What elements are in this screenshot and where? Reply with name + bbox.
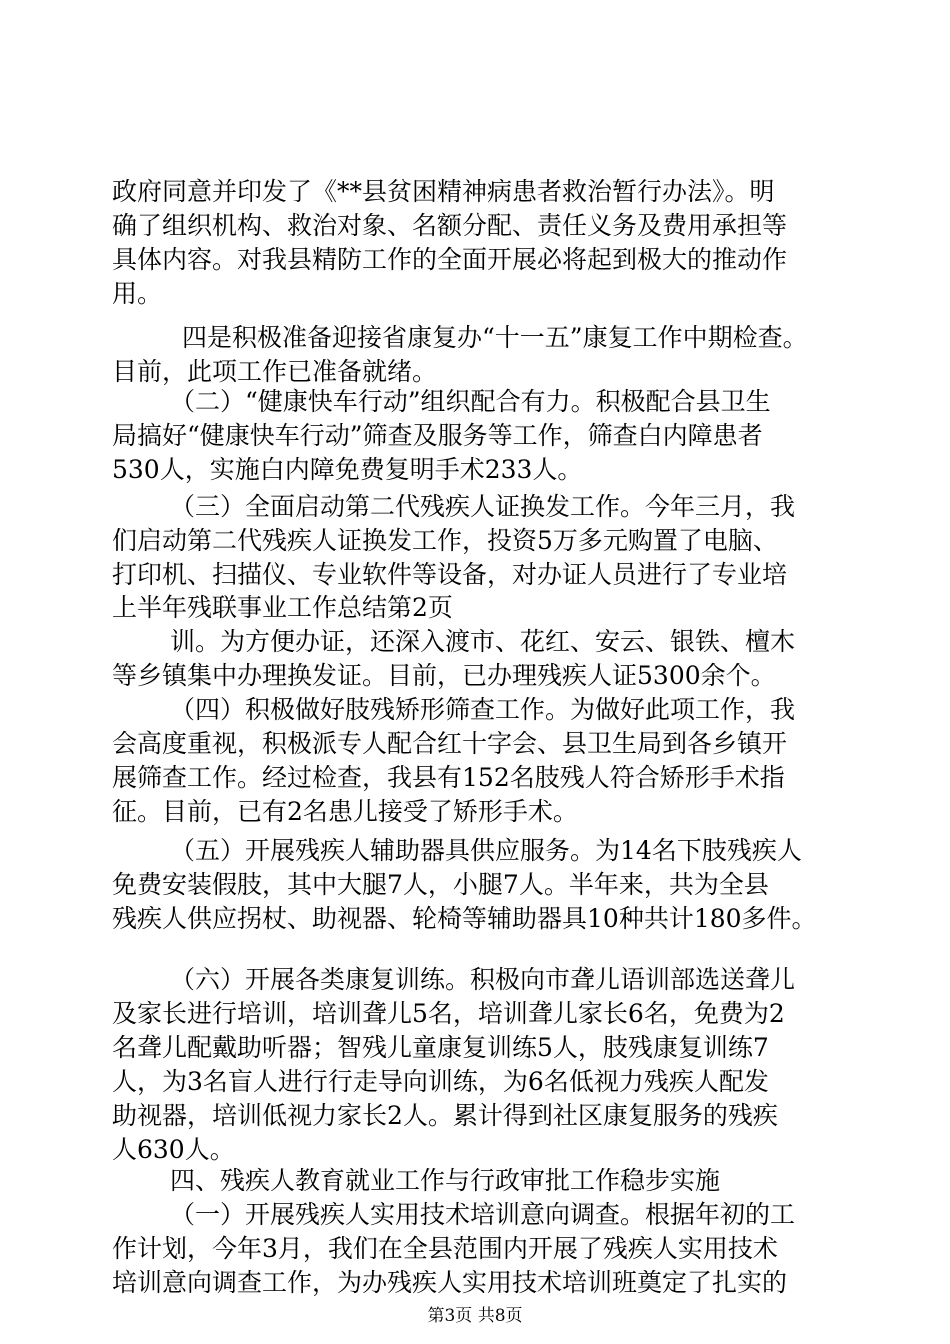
body-text-line: 政府同意并印发了《**县贫困精神病患者救治暂行办法》。明 bbox=[112, 177, 775, 206]
body-text-line: 目前，此项工作已准备就绪。 bbox=[112, 357, 438, 386]
body-text-line: 残疾人供应拐杖、助视器、轮椅等辅助器具10种共计180多件。 bbox=[112, 904, 817, 933]
body-text-line: （六）开展各类康复训练。积极向市聋儿语训部选送聋儿 bbox=[170, 965, 796, 994]
body-text-line: 人，为3名盲人进行行走导向训练，为6名低视力残疾人配发 bbox=[112, 1067, 769, 1096]
body-text-line: 及家长进行培训，培训聋儿5名，培训聋儿家长6名，免费为2 bbox=[112, 999, 785, 1028]
body-text-line: 助视器，培训低视力家长2人。累计得到社区康复服务的残疾 bbox=[112, 1101, 778, 1130]
body-text-line: （四）积极做好肢残矫形筛查工作。为做好此项工作，我 bbox=[170, 695, 796, 724]
body-text-line: 会高度重视，积极派专人配合红十字会、县卫生局到各乡镇开 bbox=[112, 729, 788, 758]
body-text-line: 局搞好“健康快车行动”筛查及服务等工作，筛查白内障患者 bbox=[112, 421, 763, 450]
running-header: 上半年残联事业工作总结第2页 bbox=[112, 593, 453, 622]
body-text-line: （三）全面启动第二代残疾人证换发工作。今年三月，我 bbox=[170, 492, 796, 521]
body-text-line: 具体内容。对我县精防工作的全面开展必将起到极大的推动作 bbox=[112, 245, 788, 274]
body-text-line: 培训意向调查工作，为办残疾人实用技术培训班奠定了扎实的 bbox=[112, 1268, 788, 1297]
body-text-line: （五）开展残疾人辅助器具供应服务。为14名下肢残疾人 bbox=[170, 836, 802, 865]
body-text-line: 征。目前，已有2名患儿接受了矫形手术。 bbox=[112, 797, 578, 826]
body-text-line: 展筛查工作。经过检查，我县有152名肢残人符合矫形手术指 bbox=[112, 763, 785, 792]
body-text-line: （二）“健康快车行动”组织配合有力。积极配合县卫生 bbox=[170, 387, 771, 416]
body-text-line: （一）开展残疾人实用技术培训意向调查。根据年初的工 bbox=[170, 1200, 796, 1229]
body-text-line: 训。为方便办证，还深入渡市、花红、安云、银铁、檀木 bbox=[170, 627, 796, 656]
body-text-line: 打印机、扫描仪、专业软件等设备，对办证人员进行了专业培 bbox=[112, 560, 788, 589]
body-text-line: 530人，实施白内障免费复明手术233人。 bbox=[112, 455, 583, 484]
body-text-line: 免费安装假肢，其中大腿7人，小腿7人。半年来，共为全县 bbox=[112, 870, 769, 899]
body-text-line: 用。 bbox=[112, 279, 163, 308]
section-heading: 四、残疾人教育就业工作与行政审批工作稳步实施 bbox=[170, 1166, 721, 1195]
body-text-line: 等乡镇集中办理换发证。目前，已办理残疾人证5300余个。 bbox=[112, 661, 776, 690]
body-text-line: 作计划，今年3月，我们在全县范围内开展了残疾人实用技术 bbox=[112, 1234, 778, 1263]
body-text-line: 确了组织机构、救治对象、名额分配、责任义务及费用承担等 bbox=[112, 211, 788, 240]
page-number-footer: 第3页 共8页 bbox=[427, 1306, 523, 1326]
body-text-line: 人630人。 bbox=[112, 1135, 235, 1164]
body-text-line: 四是积极准备迎接省康复办“十一五”康复工作中期检查。 bbox=[182, 323, 808, 352]
body-text-line: 名聋儿配戴助听器；智残儿童康复训练5人，肢残康复训练7 bbox=[112, 1033, 769, 1062]
body-text-line: 们启动第二代残疾人证换发工作，投资5万多元购置了电脑、 bbox=[112, 526, 778, 555]
